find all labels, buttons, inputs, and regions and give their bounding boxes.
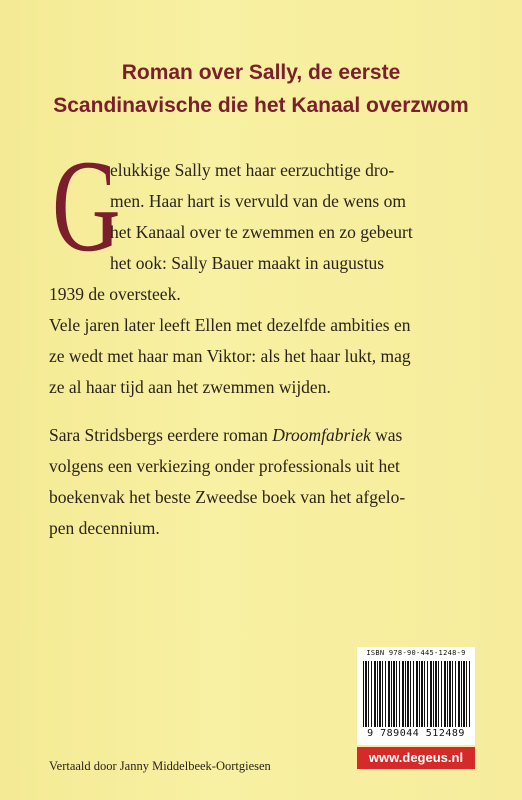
drop-cap: G (52, 132, 121, 279)
blurb-text: Sara Stridsbergs eerdere roman (49, 425, 273, 445)
blurb-line: ze wedt met haar man Viktor: als het haar lukt, mag (49, 346, 411, 366)
cover-title (0, 56, 522, 122)
blurb-line: ze al haar tijd aan het zwemmen wijden. (49, 377, 331, 397)
publisher-website: www.degeus.nl (357, 747, 475, 769)
title-line-1: Roman over Sally, de eerste (121, 61, 401, 84)
blurb-paragraph-1 (49, 155, 469, 403)
blurb-line: pen decennium. (49, 518, 160, 538)
isbn-number: ISBN 978-90-445-1248-9 (366, 649, 466, 657)
blurb-line (49, 420, 479, 451)
barcode-digits: 9 789044 512489 (367, 728, 465, 739)
barcode-bars (363, 661, 471, 727)
blurb-line: 1939 de oversteek. (49, 284, 181, 304)
title-line-2: Scandinavische die het Kanaal overzwom (53, 94, 469, 117)
blurb-line: Vele jaren later leeft Ellen met dezelfde ambities en (49, 315, 411, 335)
isbn-barcode (357, 647, 475, 745)
translator-credit: Vertaald door Janny Middelbeek-Oortgiesen (49, 759, 271, 773)
blurb-text: was (370, 425, 403, 445)
blurb-line: het Kanaal over te zwemmen en zo gebeurt (110, 222, 413, 242)
blurb-line: elukkige Sally met haar eerzuchtige dro- (110, 160, 395, 180)
blurb-line: het ook: Sally Bauer maakt in augustus (110, 253, 385, 273)
blurb-paragraph-2 (49, 420, 479, 544)
blurb-line: volgens een verkiezing onder professionals uit het (49, 456, 400, 476)
blurb-line: men. Haar hart is vervuld van de wens om (110, 191, 406, 211)
blurb-line: boekenvak het beste Zweedse boek van het afgelo- (49, 487, 406, 507)
book-title-droomfabriek: Droomfabriek (272, 425, 371, 445)
